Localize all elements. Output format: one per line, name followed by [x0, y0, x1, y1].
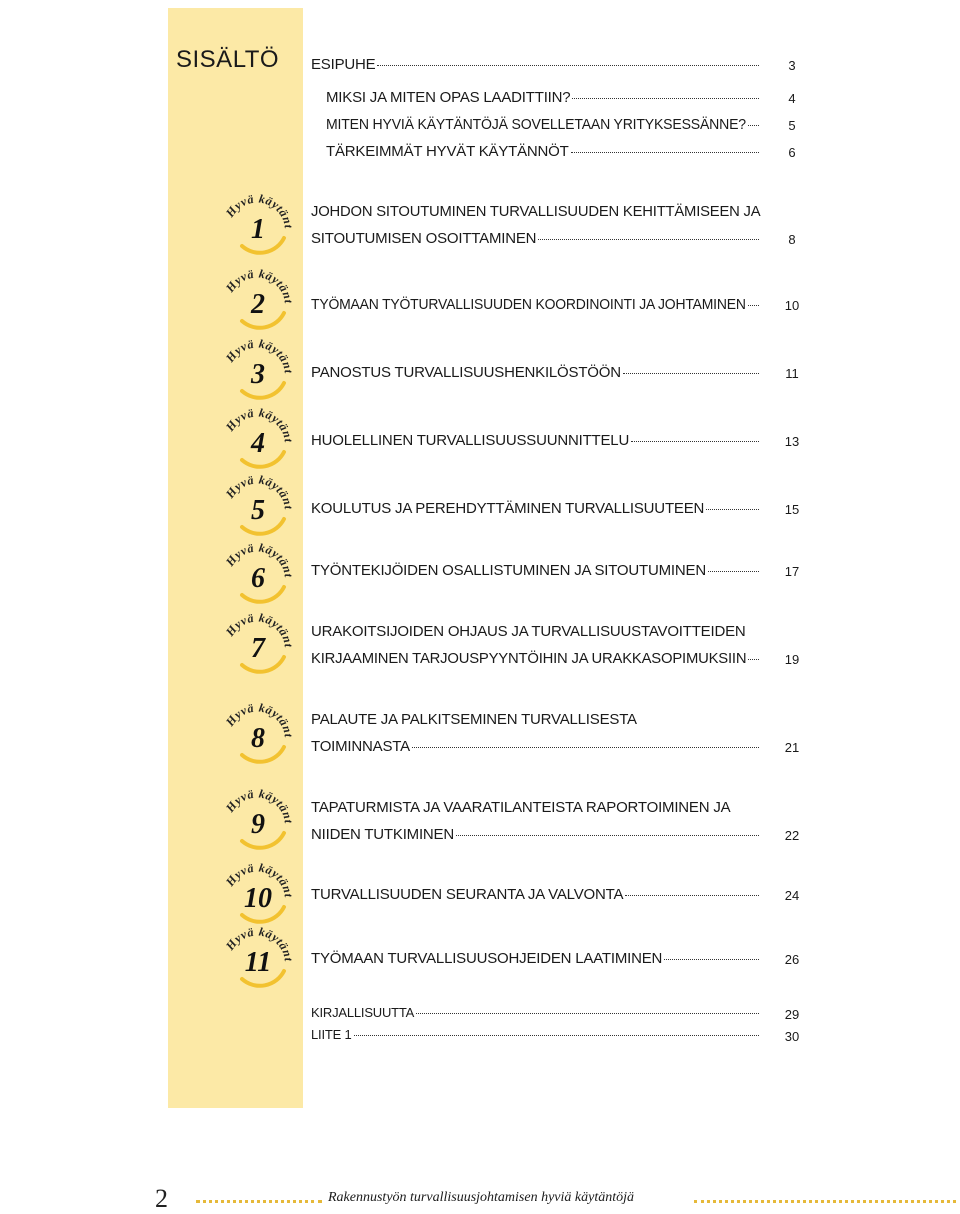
toc-page-number: 26 — [784, 952, 800, 967]
leader-dots — [456, 835, 759, 836]
badge-number: 5 — [251, 495, 265, 526]
leader-dots — [416, 1013, 759, 1014]
toc-entry-first-line: TAPATURMISTA JA VAARATILANTEISTA RAPORTOIMINEN JA — [311, 799, 731, 816]
toc-entry-label: TURVALLISUUDEN SEURANTA JA VALVONTA — [311, 886, 624, 903]
toc-entry-practice[interactable] — [311, 562, 760, 579]
badge-arc-text: Hyvä käytänt — [222, 336, 296, 375]
toc-entry-intro[interactable] — [326, 89, 760, 106]
leader-dots — [748, 305, 759, 306]
good-practice-badge — [222, 469, 298, 539]
toc-page-number: 15 — [784, 502, 800, 517]
toc-entry-label: KIRJAAMINEN TARJOUSPYYNTÖIHIN JA URAKKASOPIMUKSIIN — [311, 650, 747, 667]
toc-page-number: 11 — [785, 366, 799, 381]
toc-entry-first-line: URAKOITSIJOIDEN OHJAUS JA TURVALLISUUSTAVOITTEIDEN — [311, 623, 746, 640]
badge-arc-text: Hyvä käytänt — [222, 540, 296, 579]
toc-entry-practice[interactable] — [311, 826, 760, 843]
toc-page-number: 13 — [784, 434, 800, 449]
toc-entry-label: NIIDEN TUTKIMINEN — [311, 826, 454, 843]
badge-number: 10 — [244, 883, 272, 914]
toc-entry-practice[interactable] — [311, 432, 760, 449]
leader-dots — [708, 571, 759, 572]
leader-dots — [748, 125, 759, 126]
badge-number: 8 — [251, 723, 265, 754]
leader-dots — [572, 98, 759, 99]
toc-entry-first-line: PALAUTE JA PALKITSEMINEN TURVALLISESTA — [311, 711, 637, 728]
toc-entry-intro[interactable] — [326, 143, 760, 160]
leader-dots — [538, 239, 759, 240]
toc-entry-label: MIKSI JA MITEN OPAS LAADITTIIN? — [326, 89, 571, 106]
leader-dots — [623, 373, 759, 374]
toc-entry-intro[interactable] — [311, 56, 760, 73]
toc-entry-practice[interactable] — [311, 500, 760, 517]
good-practice-badge — [222, 402, 298, 472]
good-practice-badge — [222, 537, 298, 607]
badge-number: 6 — [251, 563, 265, 594]
badge-number: 1 — [251, 214, 265, 245]
toc-page-number: 10 — [784, 298, 800, 313]
badge-number: 2 — [251, 289, 265, 320]
good-practice-badge — [222, 697, 298, 767]
badge-arc-text: Hyvä käytänt — [222, 266, 296, 305]
toc-entry-intro[interactable] — [326, 116, 760, 133]
toc-entry-appendix[interactable] — [311, 1027, 760, 1042]
toc-entry-label: TOIMINNASTA — [311, 738, 410, 755]
toc-entry-practice[interactable] — [311, 738, 760, 755]
toc-page-number: 19 — [784, 652, 800, 667]
good-practice-badge — [222, 921, 298, 991]
good-practice-badge — [222, 607, 298, 677]
good-practice-badge — [222, 188, 298, 258]
toc-entry-label: HUOLELLINEN TURVALLISUUSSUUNNITTELU — [311, 432, 630, 449]
contents-heading: SISÄLTÖ — [176, 46, 280, 73]
toc-entry-practice[interactable] — [311, 296, 760, 313]
footer-dotted-rule-left — [196, 1200, 322, 1203]
toc-page-number: 17 — [784, 564, 800, 579]
toc-entry-label: LIITE 1 — [311, 1027, 352, 1042]
toc-page-number: 24 — [784, 888, 800, 903]
leader-dots — [412, 747, 759, 748]
leader-dots — [377, 65, 759, 66]
footer-title: Rakennustyön turvallisuusjohtamisen hyviä käytäntöjä — [328, 1190, 635, 1205]
leader-dots — [571, 152, 759, 153]
toc-entry-practice[interactable] — [311, 950, 760, 967]
footer-dotted-rule-right — [694, 1200, 956, 1203]
toc-page-number: 4 — [788, 91, 796, 106]
badge-number: 9 — [251, 809, 265, 840]
badge-arc-text: Hyvä käytänt — [222, 472, 296, 511]
toc-page-number: 6 — [788, 145, 796, 160]
toc-page-number: 29 — [784, 1007, 800, 1022]
badge-number: 7 — [251, 633, 265, 664]
toc-entry-label: MITEN HYVIÄ KÄYTÄNTÖJÄ SOVELLETAAN YRITYKSESSÄNNE? — [326, 116, 746, 133]
toc-entry-practice[interactable] — [311, 230, 760, 247]
badge-arc-text: Hyvä käytänt — [222, 924, 296, 963]
good-practice-badge — [222, 263, 298, 333]
toc-page-number: 5 — [788, 118, 796, 133]
toc-entry-label: TÄRKEIMMÄT HYVÄT KÄYTÄNNÖT — [326, 143, 569, 160]
badge-arc-text: Hyvä käytänt — [222, 860, 296, 899]
toc-entry-practice[interactable] — [311, 650, 760, 667]
toc-page-number: 3 — [788, 58, 796, 73]
leader-dots — [354, 1035, 759, 1036]
badge-arc-text: Hyvä käytänt — [222, 786, 296, 825]
toc-entry-appendix[interactable] — [311, 1005, 760, 1020]
leader-dots — [706, 509, 759, 510]
toc-entry-label: TYÖNTEKIJÖIDEN OSALLISTUMINEN JA SITOUTUMINEN — [311, 562, 706, 579]
badge-arc-text: Hyvä käytänt — [222, 405, 296, 444]
badge-arc-text: Hyvä käytänt — [222, 700, 296, 739]
toc-entry-first-line: JOHDON SITOUTUMINEN TURVALLISUUDEN KEHITTÄMISEEN JA — [311, 203, 761, 220]
badge-number: 11 — [244, 947, 272, 978]
toc-entry-practice[interactable] — [311, 886, 760, 903]
badge-number: 4 — [251, 428, 265, 459]
toc-entry-label: SITOUTUMISEN OSOITTAMINEN — [311, 230, 537, 247]
toc-entry-label: PANOSTUS TURVALLISUUSHENKILÖSTÖÖN — [311, 364, 621, 381]
toc-entry-label: KOULUTUS JA PEREHDYTTÄMINEN TURVALLISUUTEEN — [311, 500, 705, 517]
badge-arc-text: Hyvä käytänt — [222, 191, 296, 230]
toc-page-number: 21 — [784, 740, 800, 755]
toc-entry-label: TYÖMAAN TURVALLISUUSOHJEIDEN LAATIMINEN — [311, 950, 663, 967]
leader-dots — [748, 659, 759, 660]
good-practice-badge — [222, 333, 298, 403]
badge-arc-text: Hyvä käytänt — [222, 610, 296, 649]
toc-page-number: 30 — [784, 1029, 800, 1044]
good-practice-badge — [222, 857, 298, 927]
good-practice-badge — [222, 783, 298, 853]
toc-page-number: 22 — [784, 828, 800, 843]
toc-entry-practice[interactable] — [311, 364, 760, 381]
toc-page-number: 8 — [788, 232, 796, 247]
toc-entry-label: KIRJALLISUUTTA — [311, 1005, 415, 1020]
toc-entry-label: ESIPUHE — [311, 56, 376, 73]
leader-dots — [625, 895, 759, 896]
leader-dots — [664, 959, 759, 960]
leader-dots — [631, 441, 759, 442]
footer-page-number: 2 — [155, 1184, 168, 1213]
badge-number: 3 — [251, 359, 265, 390]
toc-entry-label: TYÖMAAN TYÖTURVALLISUUDEN KOORDINOINTI JA JOHTAMINEN — [311, 296, 746, 313]
